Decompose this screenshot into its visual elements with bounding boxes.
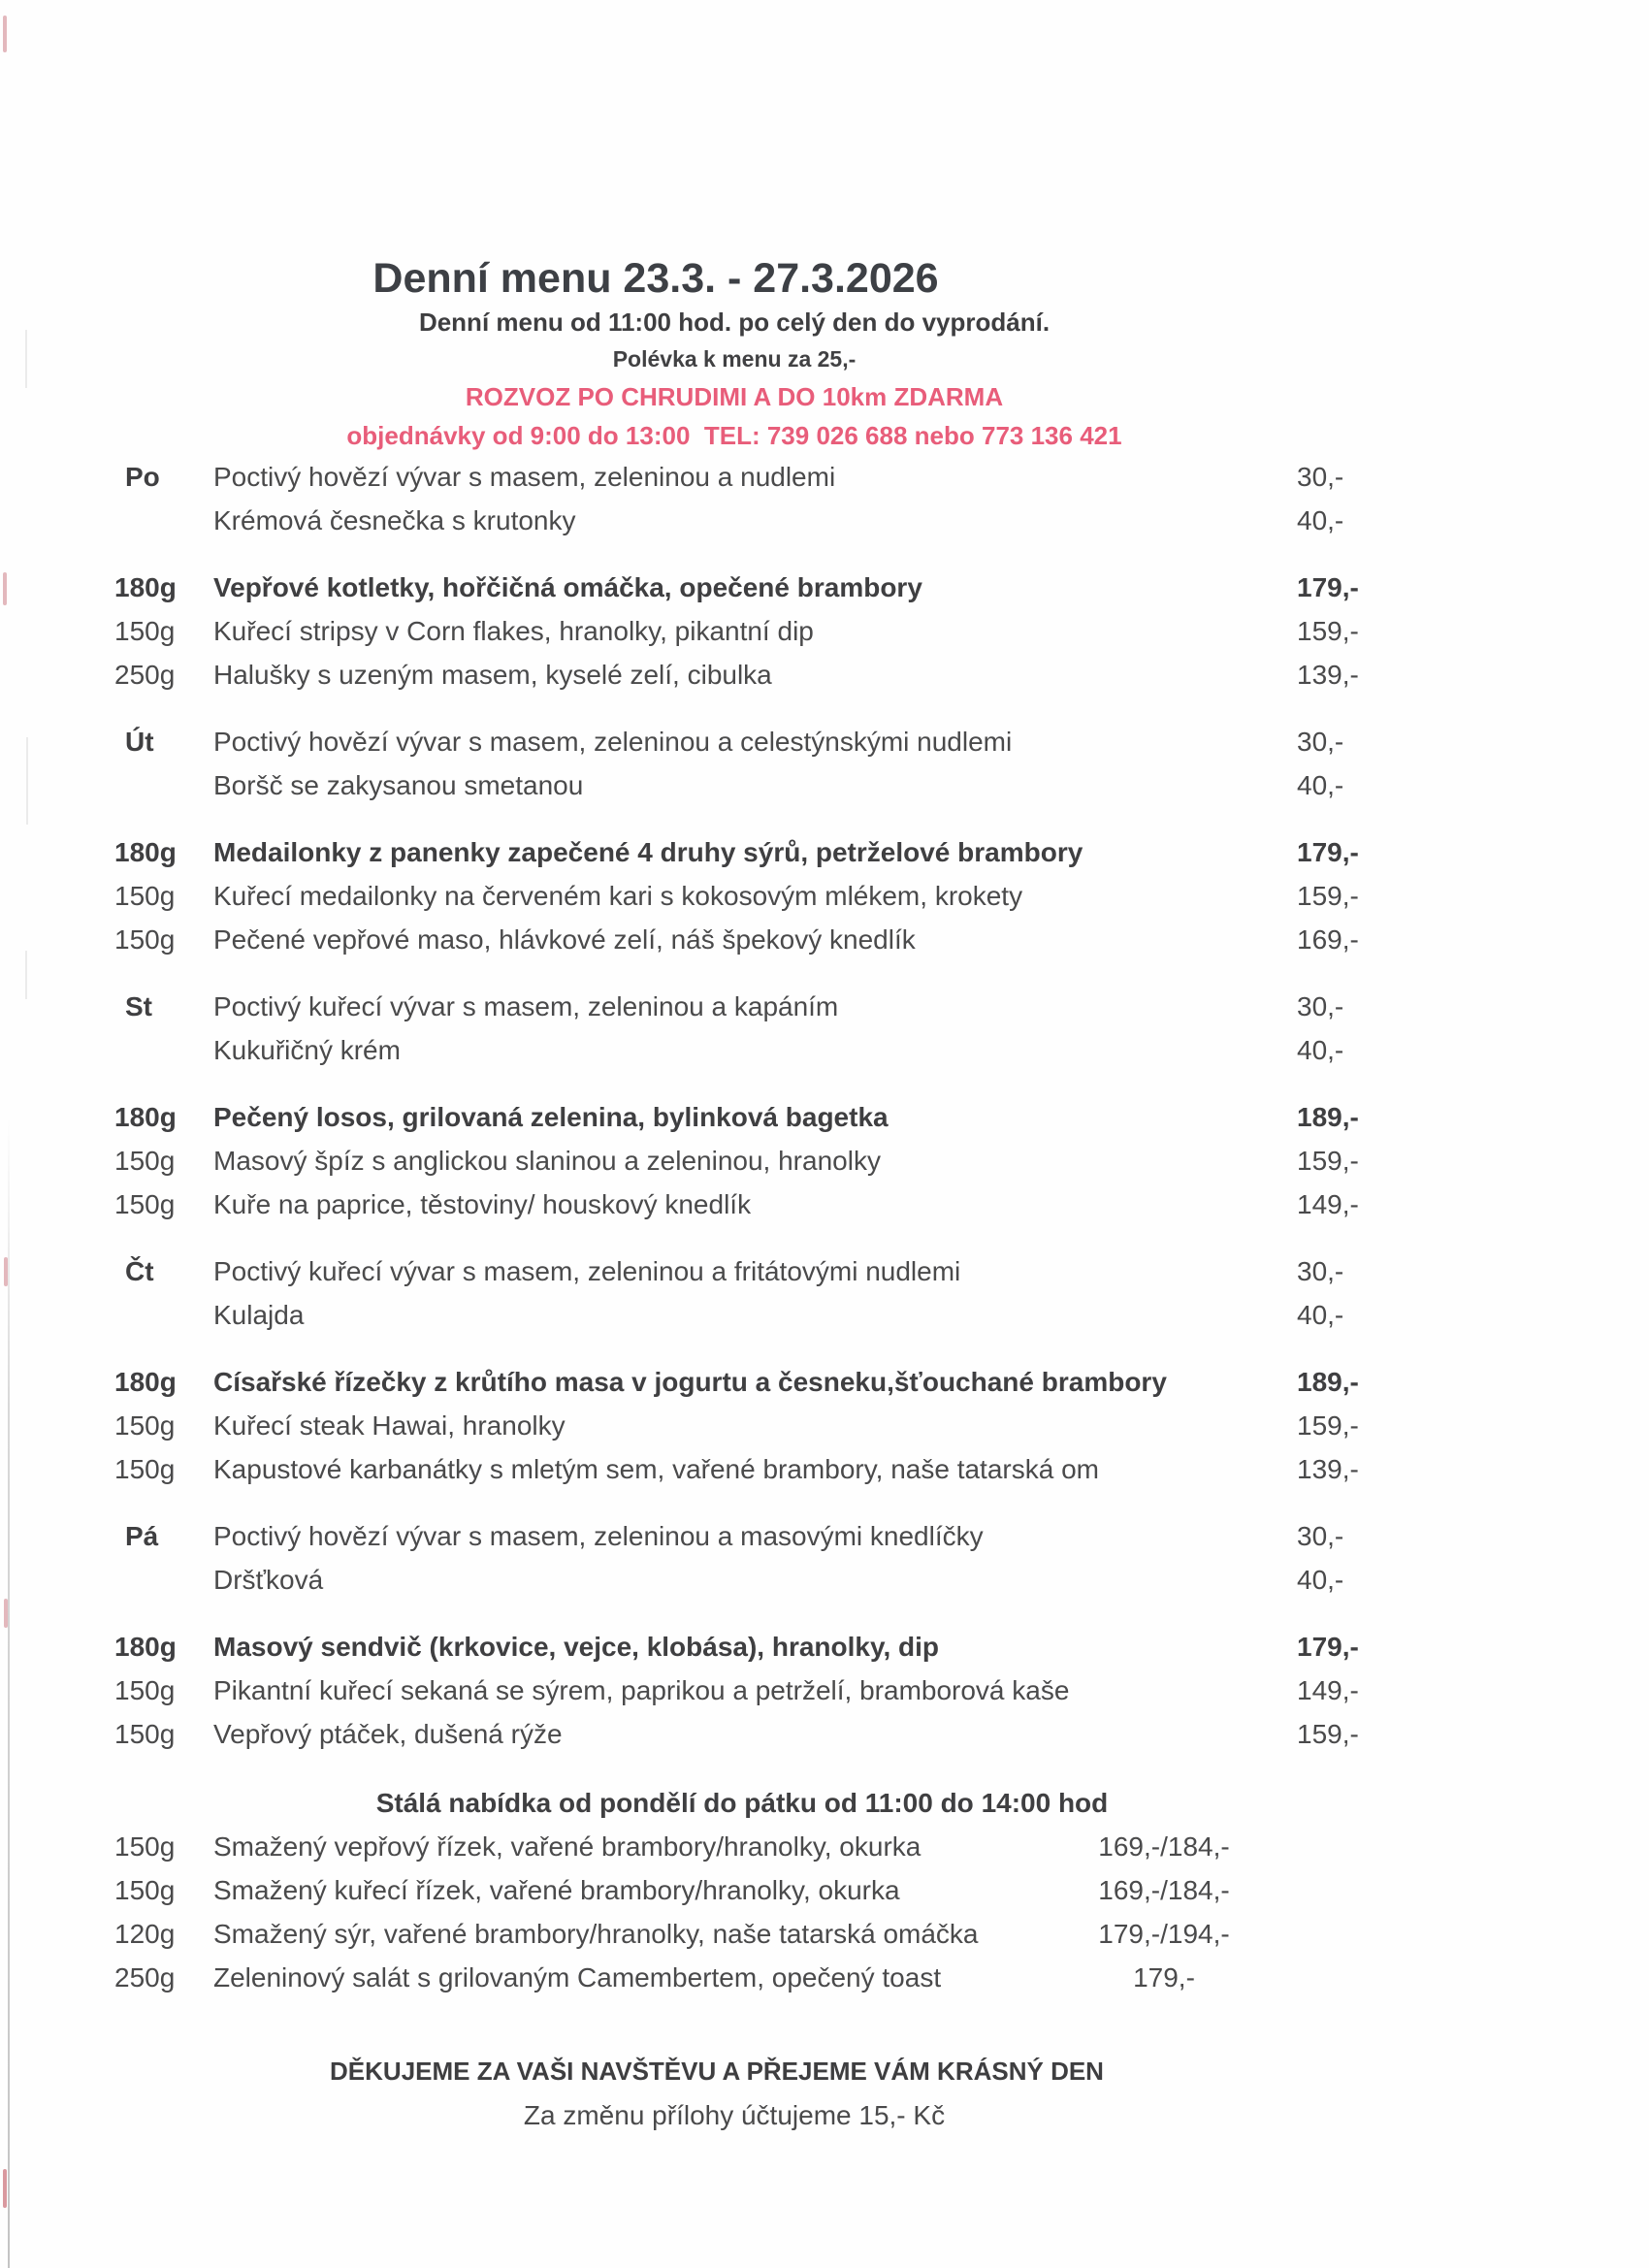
dish-price: 40,- — [1297, 1035, 1344, 1065]
dish-price: 159,- — [1297, 1410, 1359, 1441]
menu-row — [0, 1868, 1469, 1912]
dish-price: 179,- — [1133, 1962, 1195, 1993]
dish-name: Krémová česnečka s krutonky — [213, 505, 576, 535]
menu-row — [0, 1825, 1469, 1868]
weight-label: 150g — [114, 1719, 176, 1749]
footer — [0, 2050, 1469, 2137]
dish-name: Kuře na paprice, těstoviny/ houskový knedlík — [213, 1189, 752, 1219]
dish-name: Císařské řízečky z krůtího masa v jogurtu a česneku,šťouchané brambory — [213, 1367, 1167, 1397]
dish-name: Dršťková — [213, 1565, 324, 1595]
dish-name: Kukuřičný krém — [213, 1035, 401, 1065]
dish-price: 179,- — [1297, 837, 1359, 867]
menu-row — [0, 720, 1469, 763]
scan-artifact — [3, 2169, 7, 2208]
dish-price: 159,- — [1297, 616, 1359, 646]
menu-row — [0, 1956, 1469, 1999]
page-title: Denní menu 23.3. - 27.3.2026 — [372, 255, 939, 302]
dish-name: Masový špíz s anglickou slaninou a zeleninou, hranolky — [213, 1146, 881, 1176]
dish-price: 179,- — [1297, 1632, 1359, 1662]
menu-row — [0, 1625, 1469, 1669]
dish-name: Masový sendvič (krkovice, vejce, klobása), hranolky, dip — [213, 1632, 940, 1662]
weight-label: 250g — [114, 660, 176, 690]
weight-label: 180g — [114, 1632, 177, 1662]
dish-price: 159,- — [1297, 1719, 1359, 1749]
menu-row — [0, 1669, 1469, 1712]
day-block — [0, 455, 1469, 697]
menu-header — [0, 254, 1469, 455]
dish-price: 149,- — [1297, 1189, 1359, 1219]
mains-group — [0, 830, 1469, 961]
dish-price: 189,- — [1297, 1102, 1359, 1132]
day-label: Pá — [125, 1521, 159, 1551]
dish-name: Boršč se zakysanou smetanou — [213, 770, 584, 800]
dish-name: Kuřecí stripsy v Corn flakes, hranolky, pikantní dip — [213, 616, 814, 646]
weight-label: 180g — [114, 1367, 177, 1397]
dish-price: 169,- — [1297, 924, 1359, 955]
permanent-offer-list — [0, 1825, 1469, 1999]
dish-price: 30,- — [1297, 727, 1344, 757]
menu-row — [0, 1558, 1469, 1602]
dish-price: 189,- — [1297, 1367, 1359, 1397]
weight-label: 150g — [114, 1189, 176, 1219]
dish-price: 30,- — [1297, 462, 1344, 492]
day-label: Út — [125, 727, 154, 757]
menu-row — [0, 1447, 1469, 1491]
menu-row — [0, 1139, 1469, 1183]
dish-price: 30,- — [1297, 1256, 1344, 1286]
dish-name: Smažený sýr, vařené brambory/hranolky, naše tatarská omáčka — [213, 1919, 979, 1949]
weight-label: 150g — [114, 924, 176, 955]
soup-group — [0, 985, 1469, 1072]
dish-name: Halušky s uzeným masem, kyselé zelí, cibulka — [213, 660, 772, 690]
dish-name: Pečený losos, grilovaná zelenina, bylinková bagetka — [213, 1102, 889, 1132]
dish-name: Poctivý kuřecí vývar s masem, zeleninou a kapáním — [213, 991, 839, 1021]
day-label: Po — [125, 462, 160, 492]
order-info: objednávky od 9:00 do 13:00 TEL: 739 026 688 nebo 773 136 421 — [346, 421, 1122, 450]
scan-artifact — [3, 16, 7, 52]
weight-label: 150g — [114, 1454, 176, 1484]
menu-row — [0, 566, 1469, 609]
permanent-offer-heading: Stálá nabídka od pondělí do pátku od 11:00 do 14:00 hod — [375, 1788, 1109, 1818]
daily-menu-list — [0, 455, 1469, 1756]
dish-price: 179,- — [1297, 572, 1359, 602]
day-label: Čt — [125, 1256, 154, 1286]
menu-row — [0, 1095, 1469, 1139]
menu-row — [0, 874, 1469, 918]
day-label — [114, 1028, 213, 1072]
menu-row — [0, 1912, 1469, 1956]
weight-label: 150g — [114, 1410, 176, 1441]
dish-price: 169,-/184,- — [1098, 1875, 1230, 1905]
dish-name: Vepřové kotletky, hořčičná omáčka, opečené brambory — [213, 572, 922, 602]
dish-price: 40,- — [1297, 1300, 1344, 1330]
mains-group — [0, 566, 1469, 697]
dish-price: 30,- — [1297, 991, 1344, 1021]
dish-name: Zeleninový salát s grilovaným Camembertem, opečený toast — [213, 1962, 942, 1993]
dish-name: Kuřecí medailonky na červeném kari s kokosovým mlékem, krokety — [213, 881, 1023, 911]
menu-row — [0, 455, 1469, 499]
day-label: St — [125, 991, 152, 1021]
dish-price: 30,- — [1297, 1521, 1344, 1551]
day-block — [0, 1249, 1469, 1491]
weight-label: 250g — [114, 1962, 176, 1993]
weight-label: 180g — [114, 837, 177, 867]
menu-row — [0, 1249, 1469, 1293]
day-label — [114, 499, 213, 542]
dish-price: 149,- — [1297, 1675, 1359, 1705]
day-label — [114, 763, 213, 807]
dish-name: Pečené vepřové maso, hlávkové zelí, náš špekový knedlík — [213, 924, 916, 955]
dish-name: Medailonky z panenky zapečené 4 druhy sýrů, petrželové brambory — [213, 837, 1083, 867]
dish-price: 139,- — [1297, 660, 1359, 690]
menu-row — [0, 1183, 1469, 1226]
day-block — [0, 720, 1469, 961]
menu-row — [0, 653, 1469, 697]
permanent-offer-section — [0, 1781, 1469, 1999]
menu-row — [0, 918, 1469, 961]
delivery-banner: ROZVOZ PO CHRUDIMI A DO 10km ZDARMA — [465, 382, 1004, 411]
day-label — [114, 1558, 213, 1602]
weight-label: 150g — [114, 881, 176, 911]
dish-name: Vepřový ptáček, dušená rýže — [213, 1719, 563, 1749]
dish-price: 169,-/184,- — [1098, 1831, 1230, 1862]
dish-name: Pikantní kuřecí sekaná se sýrem, paprikou a petrželí, bramborová kaše — [213, 1675, 1070, 1705]
footer-note: Za změnu přílohy účtujeme 15,- Kč — [523, 2100, 946, 2130]
dish-price: 40,- — [1297, 1565, 1344, 1595]
dish-name: Poctivý kuřecí vývar s masem, zeleninou a fritátovými nudlemi — [213, 1256, 961, 1286]
soup-note: Polévka k menu za 25,- — [612, 346, 857, 372]
weight-label: 150g — [114, 616, 176, 646]
menu-row — [0, 1514, 1469, 1558]
dish-name: Kapustové karbanátky s mletým sem, vařené brambory, naše tatarská om — [213, 1454, 1099, 1484]
menu-row — [0, 1028, 1469, 1072]
weight-label: 180g — [114, 1102, 177, 1132]
soup-group — [0, 720, 1469, 807]
menu-content — [0, 254, 1469, 2137]
soup-group — [0, 455, 1469, 542]
soup-group — [0, 1514, 1469, 1602]
dish-name: Kuřecí steak Hawai, hranolky — [213, 1410, 566, 1441]
weight-label: 150g — [114, 1146, 176, 1176]
menu-row — [0, 1360, 1469, 1404]
footer-thanks: DĚKUJEME ZA VAŠI NAVŠTĚVU A PŘEJEME VÁM KRÁSNÝ DEN — [330, 2057, 1104, 2086]
day-label — [114, 1293, 213, 1337]
dish-name: Poctivý hovězí vývar s masem, zeleninou a celestýnskými nudlemi — [213, 727, 1013, 757]
dish-price: 40,- — [1297, 505, 1344, 535]
dish-name: Poctivý hovězí vývar s masem, zeleninou a masovými knedlíčky — [213, 1521, 984, 1551]
menu-subtitle: Denní menu od 11:00 hod. po celý den do vyprodání. — [418, 308, 1051, 337]
dish-name: Smažený kuřecí řízek, vařené brambory/hranolky, okurka — [213, 1875, 900, 1905]
menu-row — [0, 985, 1469, 1028]
weight-label: 150g — [114, 1831, 176, 1862]
dish-name: Smažený vepřový řízek, vařené brambory/hranolky, okurka — [213, 1831, 922, 1862]
menu-row — [0, 499, 1469, 542]
menu-row — [0, 1293, 1469, 1337]
dish-name: Poctivý hovězí vývar s masem, zeleninou a nudlemi — [213, 462, 836, 492]
menu-row — [0, 609, 1469, 653]
weight-label: 150g — [114, 1675, 176, 1705]
weight-label: 120g — [114, 1919, 176, 1949]
dish-name: Kulajda — [213, 1300, 305, 1330]
soup-group — [0, 1249, 1469, 1337]
menu-row — [0, 1712, 1469, 1756]
menu-row — [0, 763, 1469, 807]
menu-row — [0, 1404, 1469, 1447]
dish-price: 179,-/194,- — [1098, 1919, 1230, 1949]
mains-group — [0, 1625, 1469, 1756]
day-block — [0, 1514, 1469, 1756]
menu-row — [0, 830, 1469, 874]
weight-label: 180g — [114, 572, 177, 602]
dish-price: 159,- — [1297, 881, 1359, 911]
dish-price: 139,- — [1297, 1454, 1359, 1484]
dish-price: 159,- — [1297, 1146, 1359, 1176]
mains-group — [0, 1360, 1469, 1491]
mains-group — [0, 1095, 1469, 1226]
weight-label: 150g — [114, 1875, 176, 1905]
dish-price: 40,- — [1297, 770, 1344, 800]
day-block — [0, 985, 1469, 1226]
